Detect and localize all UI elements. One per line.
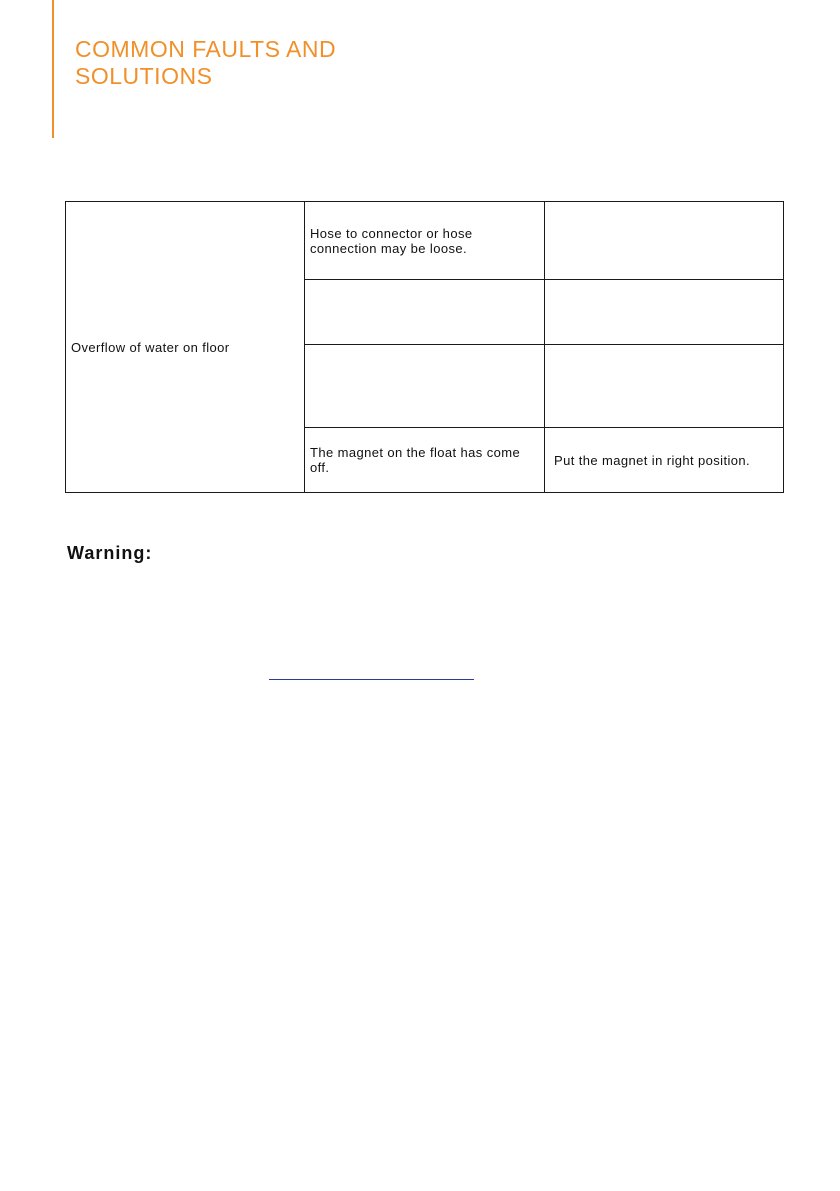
warning-heading: Warning: <box>67 543 153 563</box>
solution-cell: Put the magnet in right position. <box>545 428 784 493</box>
faults-table <box>65 201 784 493</box>
problem-cell: Overflow of water on floor <box>66 202 305 493</box>
link-underline[interactable] <box>269 679 474 680</box>
cause-cell <box>305 345 545 428</box>
solution-cell <box>545 280 784 345</box>
cause-cell: Hose to connector or hose connection may be loose. <box>305 202 545 280</box>
cause-cell: The magnet on the float has come off. <box>305 428 545 493</box>
cause-cell <box>305 280 545 345</box>
page-title: COMMON FAULTS AND SOLUTIONS <box>75 36 337 89</box>
table-row <box>66 202 784 280</box>
solution-cell <box>545 202 784 280</box>
solution-cell <box>545 345 784 428</box>
accent-bar <box>52 0 54 138</box>
